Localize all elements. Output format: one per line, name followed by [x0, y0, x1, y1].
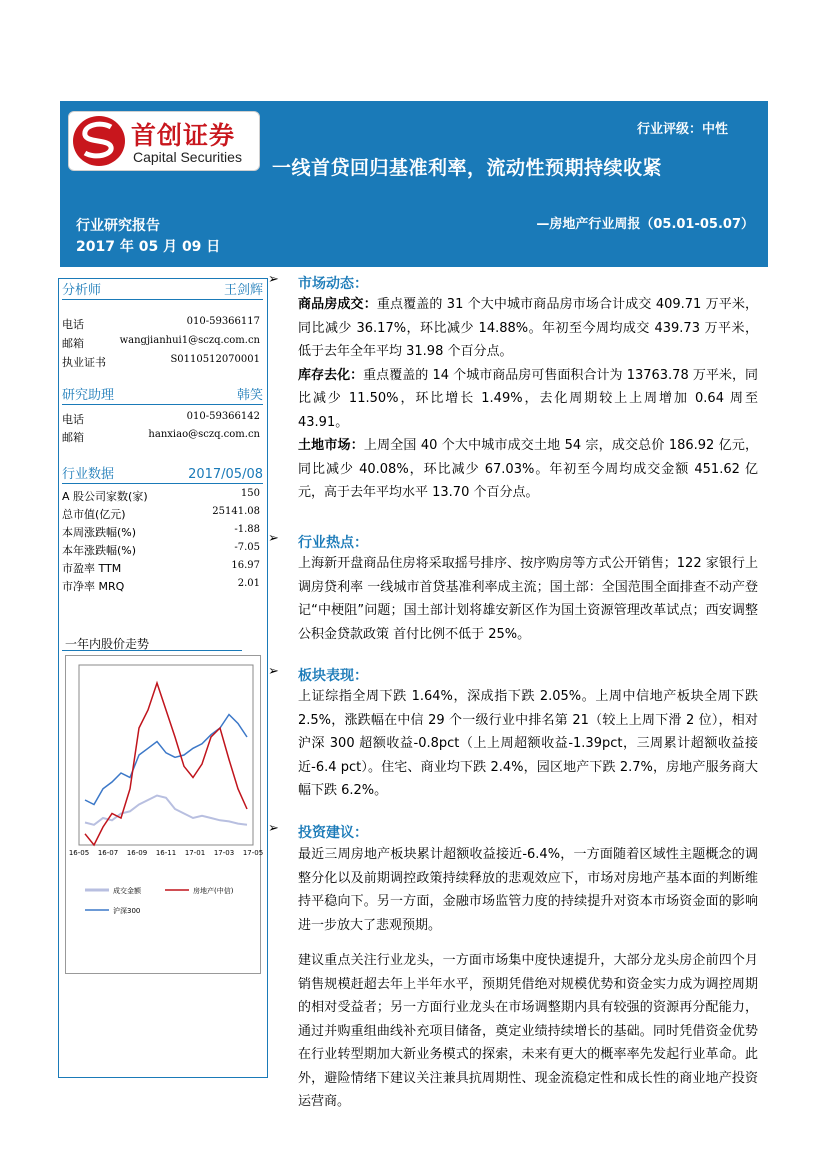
data-row: 市净率 MRQ 2.01	[62, 578, 260, 593]
info-row: 邮箱 hanxiao@sczq.com.cn	[62, 429, 260, 444]
series-line-成交金额	[85, 796, 247, 825]
section-hotspot-body: 上海新开盘商品住房将采取摇号排序、按序购房等方式公开销售；122 家银行上调房贷利率 一线城市首贷基准利率成主流；国土部：全国范围全面排查不动产登记“中梗阻”问题；国土部计划将雄安新区作为国土资源管理改革试点；西安调整公积金贷款政策 首付比例不低于 25%。	[298, 556, 758, 642]
report-title: 一线首贷回归基准利率，流动性预期持续收紧	[272, 157, 663, 179]
x-tick-label: 16-05	[68, 849, 90, 857]
sidebar	[58, 278, 268, 1078]
paragraph-advice-2: 建议重点关注行业龙头，一方面市场集中度快速提升，大部分龙头房企前四个月销售规模赶超去年上半年水平，预期凭借绝对规模优势和资金实力成为调控周期的相对受益者；另一方面行业龙头在市场调整期内具有较强的资源再分配能力，通过并购重组曲线补充项目储备，奠定业绩持续增长的基础。同时凭借资金优势在行业转型期加大新业务模式的探索，未来有更大的概率率先发起行业革命。此外，避险情绪下建议关注兼具抗周期性、现金流稳定性和成长性的商业地产投资运营商。	[298, 953, 758, 1109]
data-row: 市盈率 TTM 16.97	[62, 560, 260, 575]
info-row: 执业证书 S0110512070001	[62, 354, 260, 369]
report-subtitle: —房地产行业周报（05.01-05.07）	[536, 217, 754, 232]
section-title-advice: 投资建议：	[298, 825, 368, 841]
x-tick-label: 17-05	[242, 849, 264, 857]
stock-price-chart	[65, 655, 264, 975]
analyst-title: 分析师	[62, 283, 102, 298]
data-row: A 股公司家数(家) 150	[62, 488, 260, 503]
section-sector-body: 上证综指全周下跌 1.64%，深成指下跌 2.05%。上周中信地产板块全周下跌 2.5%，涨跌幅在中信 29 个一级行业中排名第 21（较上上周下滑 2 位），相对沪深 300 超额收益-0.8pct（上上周超额收益-1.39pct，三周累计超额收益接近-6.4 pct）。住宅、商业均下跌 2.4%，园区地产下跌 2.7%，房地产服务商大幅下跌 6.2%。	[298, 689, 758, 798]
info-row: 电话 010-59366117	[62, 316, 260, 331]
section-title-hotspot: 行业热点：	[298, 535, 368, 551]
assistant-title: 研究助理	[62, 388, 115, 403]
x-tick-label: 16-11	[155, 849, 177, 857]
section-market-body	[298, 293, 758, 505]
info-row: 邮箱 wangjianhui1@sczq.com.cn	[62, 335, 260, 350]
paragraph-land: 土地市场：上周全国 40 个大中城市成交土地 54 宗，成交总价 186.92 亿元，同比减少 40.08%，环比减少 67.03%。年初至今周均成交金额 451.62 亿元，高于去年平均水平 13.70 个百分点。	[298, 438, 758, 500]
x-tick-label: 17-01	[184, 849, 206, 857]
section-title-sector: 板块表现：	[298, 668, 368, 684]
assistant-name: 韩笑	[236, 388, 263, 403]
bullet-arrow-icon: ➢	[268, 272, 279, 287]
legend-label: 沪深300	[113, 907, 141, 915]
bullet-arrow-icon: ➢	[268, 531, 279, 546]
analyst-name: 王剑辉	[223, 283, 263, 298]
x-tick-label: 16-09	[126, 849, 148, 857]
company-logo	[68, 111, 260, 171]
x-tick-label: 16-07	[97, 849, 119, 857]
legend-label: 房地产(中信)	[193, 887, 234, 895]
section-advice-body	[298, 843, 758, 1114]
bullet-arrow-icon: ➢	[268, 664, 279, 679]
series-line-沪深300	[85, 715, 247, 805]
industry-data-title: 行业数据	[62, 467, 115, 482]
paragraph-advice-1: 最近三周房地产板块累计超额收益接近-6.4%，一方面随着区域性主题概念的调整分化以及前期调控政策持续释放的悲观效应下，市场对房地产基本面的判断维持平稳向下。另一方面，金融市场监管力度的持续提升对资本市场资金面的影响进一步放大了悲观预期。	[298, 847, 758, 933]
logo-emblem-icon	[71, 113, 127, 169]
chart-title-rule	[62, 650, 242, 651]
industry-data-date: 2017/05/08	[188, 467, 263, 482]
report-type: 行业研究报告	[76, 218, 160, 234]
assistant-header	[62, 386, 263, 405]
section-title-market: 市场动态：	[298, 276, 368, 292]
bullet-arrow-icon: ➢	[268, 821, 279, 836]
logo-chinese-name: 首创证券	[131, 121, 236, 150]
legend-label: 成交金额	[113, 887, 141, 895]
paragraph-sales: 商品房成交：重点覆盖的 31 个大中城市商品房市场合计成交 409.71 万平米，同比减少 36.17%，环比减少 14.88%。年初至今周均成交 439.73 万平米，低于去年全年平均 31.98 个百分点。	[298, 297, 758, 359]
industry-rating: 行业评级：中性	[636, 122, 728, 137]
data-row: 本周涨跌幅(%) -1.88	[62, 524, 260, 539]
x-tick-label: 17-03	[213, 849, 235, 857]
paragraph-inventory: 库存去化：重点覆盖的 14 个城市商品房可售面积合计为 13763.78 万平米，同比减少 11.50%，环比增长 1.49%，去化周期较上上周增加 0.64 周至 43.91。	[298, 367, 758, 430]
data-row: 总市值(亿元) 25141.08	[62, 506, 260, 521]
data-row: 本年涨跌幅(%) -7.05	[62, 542, 260, 557]
chart-title: 一年内股价走势	[65, 637, 150, 651]
logo-english-name: Capital Securities	[133, 149, 242, 165]
header-banner	[60, 101, 768, 267]
industry-data-header	[62, 465, 263, 484]
info-row: 电话 010-59366142	[62, 411, 260, 426]
analyst-header	[62, 281, 263, 300]
report-date: 2017 年 05 月 09 日	[76, 239, 221, 255]
